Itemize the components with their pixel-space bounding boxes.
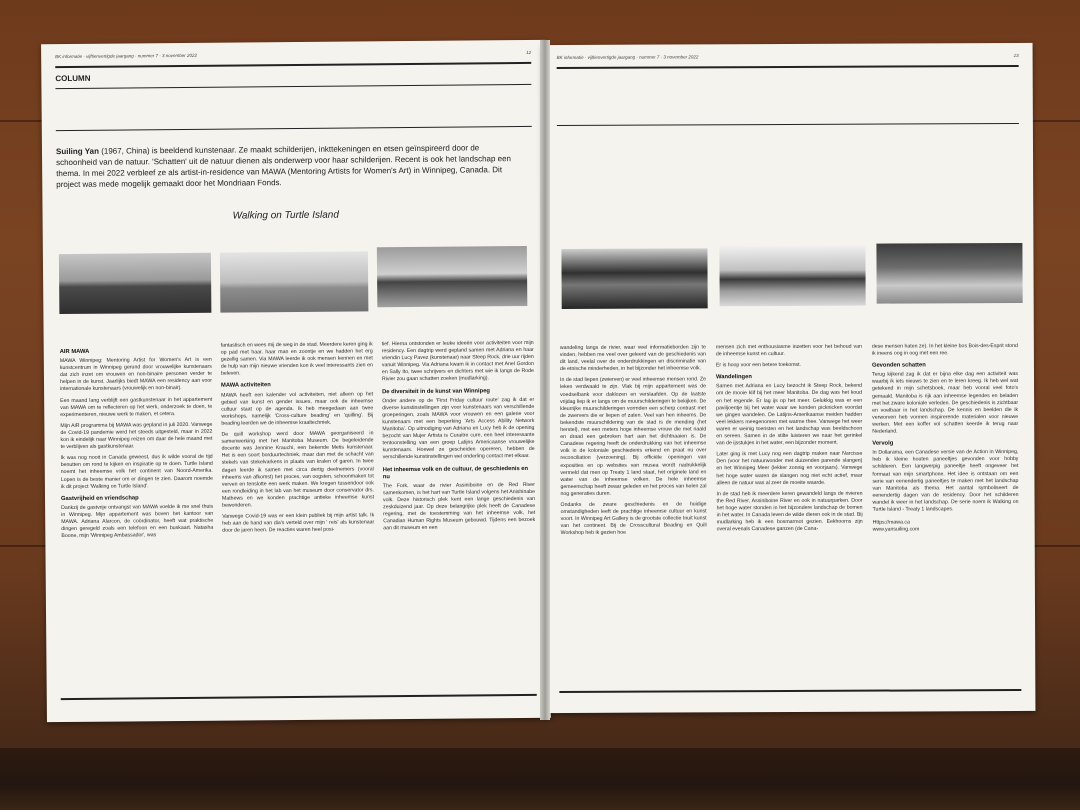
subheading: Wandelingen xyxy=(715,374,752,381)
paragraph: In Dollarama, een Canadese versie van de Action in Winnipeg, heb ik kleine houten paneeltjes gevonden voor hobby schilderen. Een langwerpig paneeltje heeft ongeveer het formaat van mijn smartphone. Het idee is ontstaan om een serie van eenendertig paneeltjes te maken met het landschap van Manitoba als thema. Het aantal symboliseert de eenendertig dagen van de residency. Door het schilderen wandel ik weer in het landschap. De serie noem ik Walking on Turtle Island - Treaty 1 landscapes. xyxy=(872,449,1019,513)
paragraph: Vanwege Covid-19 was er een klein publiek bij mijn artist talk. Ik heb aan de hand van dia's verteld over mijn ' reis' als kunstenaar door de jaren heen. De reacties waren heel posi- xyxy=(222,512,375,534)
landscape-photo xyxy=(561,248,707,309)
text-column xyxy=(221,341,375,539)
table-shadow xyxy=(0,748,1080,810)
paragraph: tief. Hierna ontstonden er leuke ideeën voor activiteiten voor mijn residency. Een dagtrip werd gepland samen met Adriana en haar vriendin Lucy Pavez (kunstenaar) naar Steep Rock, drie uur rijden vanuit Winnipeg. Via Adriana kwam ik in contact met Anel Gordon en Sally Ito, twee schrijvers en dichters met wie ik langs de Rode Rivier zou gaan schatten zoeken (mudlarking). xyxy=(381,339,534,383)
paragraph: Onder andere op de 'First Friday cultuur route' zag ik dat er diverse kunstinstellingen zijn voor kunstenaars van verschillende groeperingen, zoals MAWA voor vrouwen en een galerie voor kunstenaars met een beperking 'Arts Access Ability Network Manitoba'. Op uitnodiging van Adriana en Lucy heb ik de opening bezocht van Mujer Artista is Curaitre cure, een heel interessante tentoonstelling van een groep Latijns Americaanse vrouwelijke kunstenaars. Hoewel ze gescheiden opereren, hebben de verschillende kunstinstellingen wel onderling contact met elkaar. xyxy=(382,396,535,461)
paragraph: Samen met Adriana en Lucy bezocht ik Steep Rock, bekend om de mooie klif bij het meer Manitoba. De dag was het koud en het regende. Er lag ijs op het meer. Gelukkig was er een paviljoentje bij het water waar we konden picknicken voordat we gingen wandelen. De Latijns-Amerikaanse meiden hadden veel lekkers meegenomen met warme thee. Vanwege het weer waren er weinig toeristen en het landschap was beeldschoon en sereen. Samen in de stilte luisteren we naar het gerinkel van de ijsstukjes in het water, een bijzonder moment. xyxy=(716,383,863,447)
intro-text: (1967, China) is beeldend kunstenaar. Ze maakt schilderijen, inkttekeningen en etsen geïnspireerd door de schoonheid van de natuur. 'Schatten' uit de natuur dienen als onderwerp voor haar schilderijen. Recent is ook het landschap een thema. In mei 2022 verbleef ze als artist-in-residence van MAWA (Mentoring Artists for Women's Art) in Winnipeg, Canada. Dit project was mede mogelijk gemaakt door het Mondriaan Fonds. xyxy=(56,143,512,190)
landscape-photo xyxy=(220,251,369,312)
paragraph: wandeling langs de rivier, waar veel informatieborden zijn te vinden, hebben me veel over geleerd van de geschiedenis van dit land, veelal over de onderdrukkingen en discriminatie van de etnische minderheden, in het bijzonder het inheemse volk. xyxy=(559,344,706,373)
subheading: Gevonden schatten xyxy=(871,362,926,369)
paragraph: MAWA Winnipeg: Mentoring Artist for Women's Art is een kunstcentrum in Winnipeg gerund door vrouwelijke kunstenaars dat zich inzet om vrouwen en non-binaire personen verder te helpen in de kunst. Jaarlijks biedt MAWA een residency aan voor internationale kunstenaars (vrouwelijk en non-binair). xyxy=(59,356,213,393)
paragraph: Ik was nog nooit in Canada geweest, dus ik wilde vooral de tijd benutten om rond te kijken en inspiratie op te doen. Turtle Island noemt het inheemse volk het continent van Noord-Amerika. Lopen is de beste manier om er dingen te zien. Daarom noemde ik dit project 'Walking on Turtle Island'. xyxy=(60,453,213,490)
paragraph: mensen zich met enthousiasme inzetten voor het behoud van de inheemse kunst en cultuur. xyxy=(715,343,862,358)
paragraph: Er is hoop voor een betere toekomst. xyxy=(715,362,802,369)
subheading: Het inheemse volk en de cultuur, de geschiedenis en nu xyxy=(382,465,529,480)
paragraph: The Fork, waar de rivier Assiniboine en de Red River samenkomen, is het hart van Turtle Island volgens het Anishinabe volk. Deze historisch plek kent een lange geschiedenis van zeskduizend jaar. Op deze belangrijke plek heeft de Canadese regering, met de toestemming van het inheemse volk, het Canadian Human Rights Museum gebouwd. Tijdens een bezoek aan dit museum en een xyxy=(382,481,536,532)
paragraph: Dankzij de gastvrije ontvangst van MAWA voelde ik me snel thuis in Winnipeg. Mijn appartement was boven het kantoor van MAWA. Adriana Alarcon, de coördinator, heeft wat praktische dingen geregeld zoals een telefoon en een buskaart. Natasha Boone, mijn 'Winnipeg Ambassador', was xyxy=(61,503,214,540)
text-column xyxy=(60,343,214,545)
paragraph: In de stad liepen (zwierven) er veel inheemse mensen rond. Ze leken verdwaald te zijn. Vlak bij mijn appartement was de voedselbank voor daklozen en verslaafden. Op de laatste vrijdag liep ik er langs om de muurschilderingen te bekijken. De kleurrijke muurschilderingen vormden een scherp contrast met de zwervers die er liepen of zaten. Veel van hen inheems. De bekendste muurschildering van de stad is de mending (het herstel), met een meters hoge inheemse vrouw die met naald en draad een gebroken hart aan het dichtnaaien is. De Canadese regering heeft de onderdrukking van het inheemse volk in de koloniale geschiedenis erkend en praat nu over reconciliation (verzoening). Bij officiële openingen van exposities en op websites van musea wordt nadrukkelijk vermeld dat men op Treaty 1 land staat, het originele land en water van de inheemse volken. De hele inheemse gemeenschap heeft zwaar geleden en het proces van helen zal nog generaties duren. xyxy=(559,376,707,497)
landscape-photo xyxy=(719,246,865,307)
article-body xyxy=(559,343,1019,537)
page-number: 12 xyxy=(526,49,532,55)
paragraph: Ondanks de zware geschiedenis en de huidige omstandigheden leeft de prachtige inheemse cultuur en kunst voort. In Winnipeg Art Gallery is de grootste collectie Inuit kunst van het continent. Bij de Crosscultural Beading en Quill Workshop heb ik gezien hoe xyxy=(560,501,707,537)
text-column xyxy=(716,344,863,538)
magazine-page-right xyxy=(543,43,1036,713)
header-text: BK informatie · vijftienvertigde jaargang · nummer 7 · 3 november 2022 xyxy=(556,54,699,61)
landscape-photo xyxy=(377,246,528,307)
subheading: AIR MAWA xyxy=(59,348,90,356)
header-text: BK informatie · vijftienvertigde jaargang · nummer 7 · 3 november 2022 xyxy=(55,52,198,60)
mawa-link[interactable]: Https://mawa.ca xyxy=(872,519,910,526)
intro-rule xyxy=(56,126,532,131)
footer-rule xyxy=(61,694,537,700)
links-block xyxy=(873,519,1019,534)
section-rule xyxy=(557,123,1019,126)
article-body xyxy=(59,339,536,540)
paragraph: In de stad heb ik meerdere keren gewandeld langs de rivieren the Red River, Assiniboine River en ook in natuurparken. Door het hoge water stonden in het bijzondere landschap de bomen in het water. In Canada leven de wilde dieren ook in de stad. Bij mudlarking heb ik een bosmarmot gezien. Eekhoorns zijn overal evenals Canadese ganzen (de Cana- xyxy=(716,490,863,533)
section-rule xyxy=(55,84,531,89)
magazine-spine xyxy=(540,40,550,720)
paragraph: De quill workshop werd door MAWA georganiseerd in samenwerking met het Manitoba Museum. De begeleidende docente was Jennine Krauchi, een bekende Metis kunstenaar. Het is een soort borduurtechniek, maar dan met de schacht van stekels van stekelvarkens in plaats van kralen of garen. In twee dagen leerde ik samen met circa dertig deelnemers (vooral inheems van afkomst) het proces, van oogsten, schoonmaken tot verven en tenslotte een werk maken. We kregen tussendoor ook een rondleiding in het lab van het museum door conservator drs. Mathews en we konden prachtige antieke inheemse kunst bewonderen. xyxy=(221,430,375,509)
intro-paragraph xyxy=(56,142,518,190)
magazine-page-left xyxy=(41,40,551,722)
artist-website-link[interactable]: www.yansuiling.com xyxy=(872,526,920,533)
header-rule xyxy=(557,65,1019,69)
author-name: Suiling Yan xyxy=(55,146,100,157)
page-number: 13 xyxy=(1013,52,1019,59)
paragraph: MAWA heeft een kalender vol activiteiten, niet alleen op het gebied van kunst en gender issues, maar ook de inheemse cultuur staat op de agenda. Ik heb meegedaan aan twee workshops, namelijk 'Cross-culture beading' en 'quilling'. Bij beading leerden we de inheemse kraaltechniek. xyxy=(221,390,374,427)
section-label: COLUMN xyxy=(55,73,91,84)
feature-title: Walking on Turtle Island xyxy=(232,209,339,222)
footer-rule xyxy=(559,689,1021,693)
subheading: Vervolg xyxy=(872,440,894,447)
subheading: Gastvrijheid en vriendschap xyxy=(60,495,139,502)
text-column xyxy=(560,344,707,541)
paragraph: dese mensen haten ze). In het kleine bos Bois-des-Esprit stond ik ineens oog in oog met een ree. xyxy=(871,343,1018,357)
paragraph: Terug kijkend zag ik dat er bijna elke dag een activiteit was waarbij ik iets nieuws te zien en te leren kreeg. Ik heb wel wat getekend in mijn schetsboek, maar heb vooral veel foto's gemaakt. Manitoba is rijk aan inheemse legendes en beladen met het zware koloniale verleden. De geschiedenis is zichtbaar en voelbaar in het landschap. De kennis en beelden die ik verworven heb vormen inspirerende materialen voor nieuwe werken. Met een koffer vol schatten keerde ik terug naar Nederland. xyxy=(871,371,1019,435)
landscape-photo xyxy=(59,253,212,314)
landscape-photo xyxy=(876,243,1022,304)
running-header xyxy=(557,53,1019,65)
paragraph: Later ging ik met Lucy nog een dagtrip maken naar Narcisse Den (voor het natuurwonder met duizenden parende slangen) en het Winnipeg Meer (lekker zonnig en voorjaars). Vanwege het hoge water waren de slangen nog niet echt actief, maar alleen de natuur was al zeer de moeite waarde. xyxy=(716,450,863,486)
paragraph: fantastisch en wees mij de weg in de stad. Meerdere keren ging ik op pad met haar, haar man en zoontje en we hadden het erg gezellig samen. Via MAWA leerde ik ook mensen kennen en met de hulp van mijn nieuwe vrienden kon ik veel interessants zien en beleven. xyxy=(220,341,373,378)
subheading: MAWA activiteiten xyxy=(221,382,271,390)
subheading: De diversiteit in de kunst van Winnipeg xyxy=(382,387,490,395)
paragraph: Een maand lang verblijft een gastkunstenaar in het appartement van MAWA om te reflecteren op het werk, onderzoek te doen, te experimenteren, nieuwe werk te maken, et cetera. xyxy=(60,396,213,418)
text-column xyxy=(382,340,536,537)
text-column xyxy=(872,343,1019,534)
paragraph: Mijn AiR programma bij MAWA was gepland in juli 2020. Vanwege de Covid-19 pandemie werd het steeds uitgesteld, maar in 2022 kon ik eindelijk naar Winnipeg reizen om daar de hele maand met te verblijven als gastkunstenaar. xyxy=(60,421,213,451)
